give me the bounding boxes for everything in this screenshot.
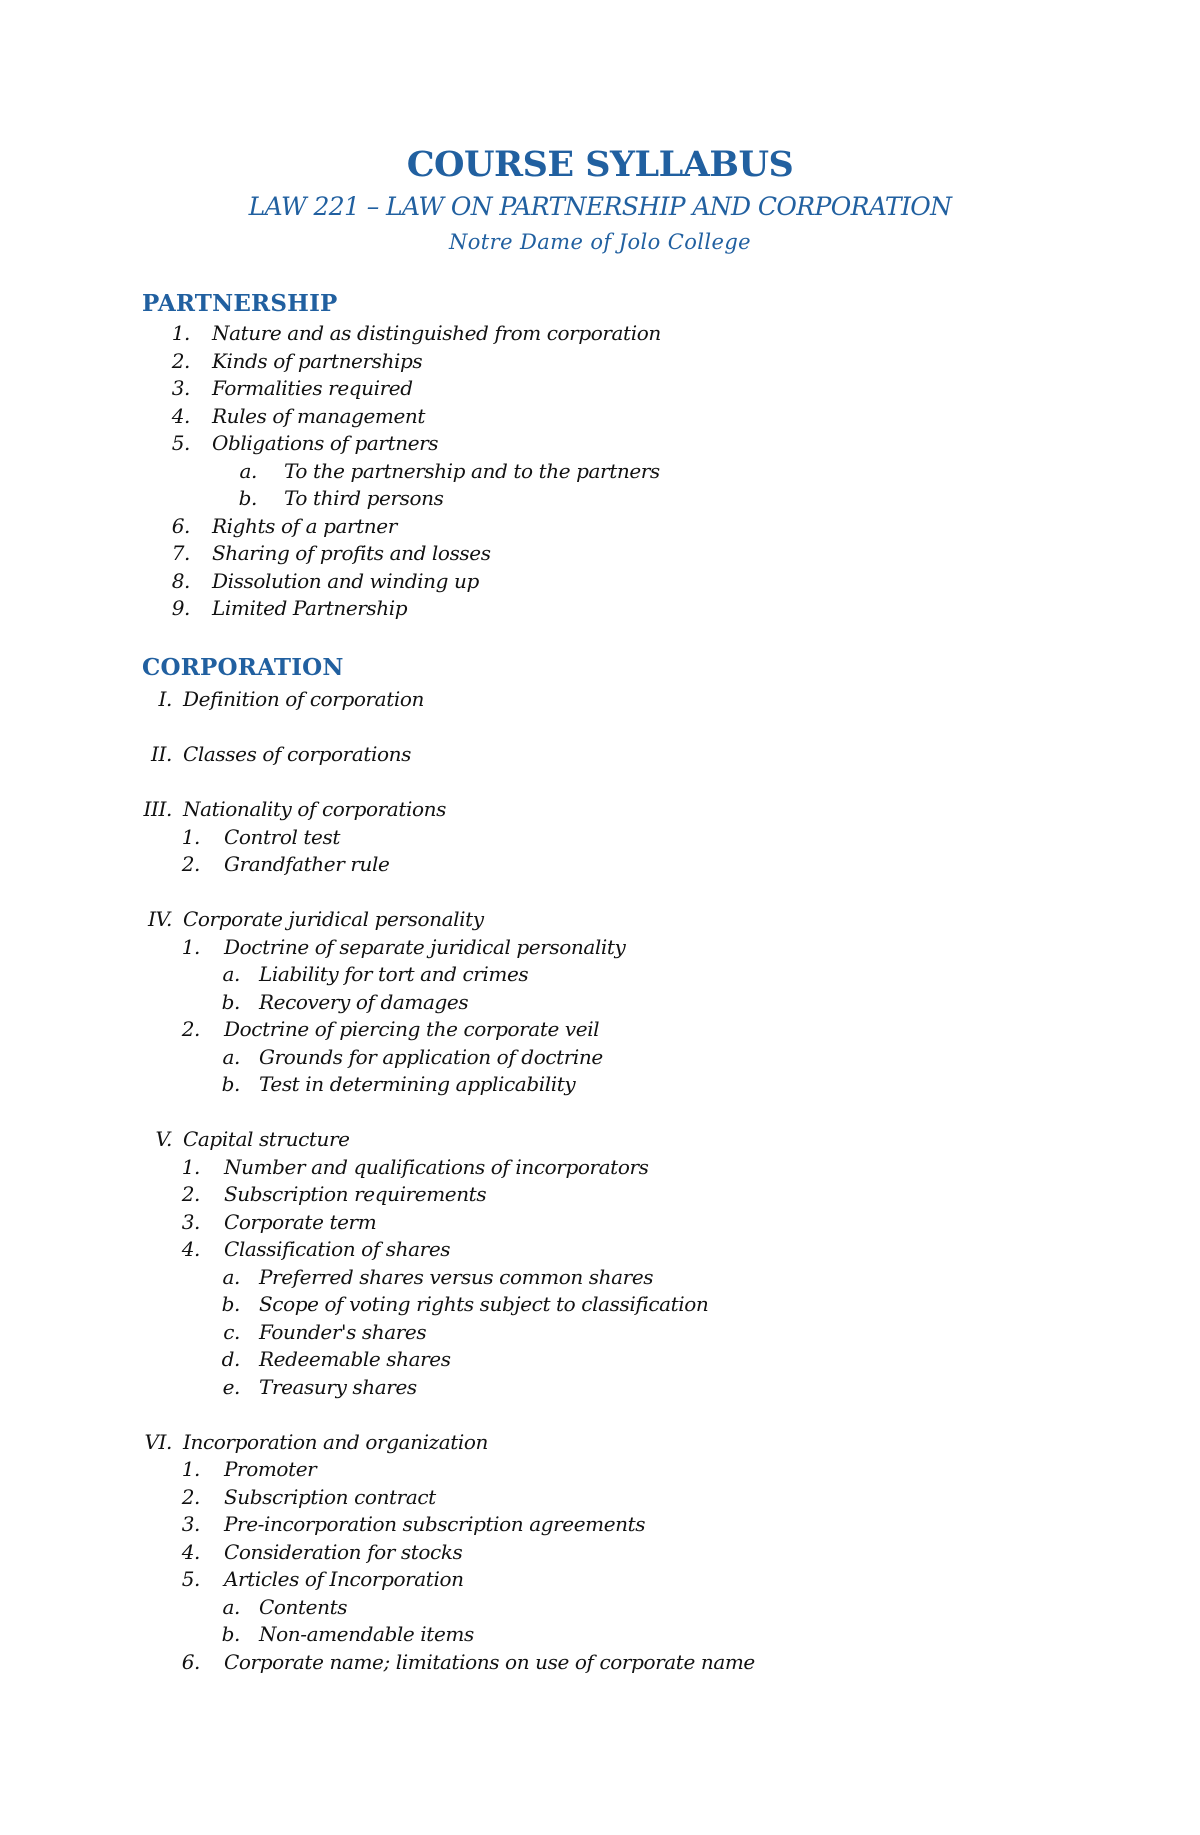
outline-marker: 7. [171,541,190,565]
outline-item [0,1539,1200,1567]
outline-marker: 8. [171,568,190,593]
outline-item [0,686,1200,714]
spacer [0,714,1200,742]
outline-item [0,430,1200,458]
outline-marker: a. [239,458,257,483]
outline-text: Corporate juridical personality [183,907,484,931]
outline-item [0,1044,1200,1072]
outline-item [0,1319,1200,1347]
outline-item [0,1456,1200,1484]
outline-marker: e. [222,1374,240,1399]
outline-item [0,595,1200,623]
outline-marker: 2. [181,1182,200,1206]
outline-marker: II. [151,742,172,766]
spacer [0,1099,1200,1127]
outline-item [0,1181,1200,1209]
outline-item [0,375,1200,403]
outline-item [0,348,1200,376]
corporation-outline [0,686,1200,1676]
outline-marker: 4. [181,1539,200,1564]
outline-text: Grandfather rule [224,852,390,876]
outline-marker: 2. [181,1484,200,1509]
outline-item [0,1429,1200,1457]
partnership-heading: PARTNERSHIP [142,290,338,317]
outline-marker: 1. [181,1154,200,1179]
outline-marker: c. [223,1319,240,1344]
outline-item [0,1511,1200,1539]
outline-marker: 1. [171,321,190,345]
outline-item [0,568,1200,596]
outline-item [0,513,1200,541]
outline-marker: a. [222,1264,240,1289]
outline-text: Scope of voting rights subject to classification [259,1292,709,1316]
outline-text: Contents [259,1594,348,1619]
outline-item [0,989,1200,1017]
outline-text: Definition of corporation [183,687,424,711]
outline-marker: a. [222,1594,240,1619]
outline-item [0,320,1200,348]
outline-text: To the partnership and to the partners [284,458,660,483]
outline-text: Articles of Incorporation [224,1567,464,1591]
outline-marker: 1. [181,934,200,959]
spacer [0,769,1200,797]
outline-marker: 1. [181,824,200,849]
outline-text: Obligations of partners [212,431,439,455]
outline-marker: V. [155,1127,172,1151]
outline-text: Subscription contract [224,1484,436,1509]
outline-text: Classification of shares [224,1237,451,1261]
outline-text: Dissolution and winding up [212,568,479,593]
outline-marker: IV. [147,907,172,931]
outline-marker: 3. [181,1512,200,1536]
spacer [0,1401,1200,1429]
outline-text: Preferred shares versus common shares [259,1264,654,1289]
outline-item [0,1594,1200,1622]
outline-text: Classes of corporations [183,742,411,766]
outline-text: Recovery of damages [259,989,469,1014]
outline-marker: b. [221,1072,240,1096]
outline-text: Treasury shares [259,1374,417,1399]
outline-marker: b. [221,1622,240,1646]
outline-item [0,934,1200,962]
outline-item [0,1071,1200,1099]
spacer [0,879,1200,907]
outline-text: Pre-incorporation subscription agreements [224,1512,646,1536]
outline-text: Corporate term [224,1209,377,1234]
outline-marker: VI. [144,1429,172,1454]
outline-item [0,540,1200,568]
outline-item [0,458,1200,486]
outline-text: Test in determining applicability [259,1072,576,1096]
outline-item [0,1236,1200,1264]
outline-item [0,1346,1200,1374]
outline-item [0,796,1200,824]
outline-marker: 2. [181,1017,200,1041]
outline-text: Promoter [224,1457,317,1481]
outline-item [0,485,1200,513]
outline-text: Grounds for application of doctrine [259,1044,603,1069]
outline-marker: 1. [181,1457,200,1481]
outline-text: Kinds of partnerships [212,348,423,373]
outline-item [0,1291,1200,1319]
outline-item [0,824,1200,852]
outline-marker: b. [221,989,240,1014]
partnership-outline [0,320,1200,623]
outline-text: Sharing of profits and losses [212,541,491,565]
outline-text: Consideration for stocks [224,1539,463,1564]
outline-text: Formalities required [212,376,413,400]
outline-text: Redeemable shares [259,1347,451,1371]
outline-text: Nationality of corporations [183,797,446,821]
outline-text: Non-amendable items [259,1622,474,1646]
outline-item [0,1126,1200,1154]
outline-item [0,1209,1200,1237]
outline-item [0,403,1200,431]
outline-text: Rights of a partner [212,513,397,538]
outline-text: Subscription requirements [224,1182,487,1206]
outline-marker: 9. [171,596,190,620]
outline-text: Founder's shares [259,1319,427,1344]
outline-text: Nature and as distinguished from corporation [212,321,661,345]
outline-marker: 5. [171,431,190,455]
page-title: COURSE SYLLABUS [406,144,794,185]
outline-item [0,1566,1200,1594]
outline-text: Limited Partnership [212,596,408,620]
outline-marker: a. [222,962,240,986]
outline-marker: a. [222,1044,240,1069]
outline-text: Doctrine of piercing the corporate veil [224,1017,600,1041]
corporation-heading: CORPORATION [142,654,344,681]
outline-text: Capital structure [183,1127,350,1151]
outline-text: To third persons [284,486,444,510]
college-name: Notre Dame of Jolo College [448,230,751,254]
outline-item [0,741,1200,769]
outline-item [0,1374,1200,1402]
outline-text: Number and qualifications of incorporators [224,1154,649,1179]
outline-item [0,961,1200,989]
outline-marker: 2. [171,348,190,373]
outline-marker: III. [143,797,172,821]
outline-item [0,1016,1200,1044]
outline-marker: 4. [181,1237,200,1261]
outline-marker: 4. [171,403,190,428]
outline-marker: b. [221,1292,240,1316]
outline-text: Incorporation and organization [183,1429,489,1454]
outline-marker: 3. [171,376,190,400]
outline-item [0,1484,1200,1512]
outline-text: Rules of management [212,403,426,428]
outline-item [0,1264,1200,1292]
outline-item [0,1649,1200,1677]
outline-text: Corporate name; limitations on use of corporate name [224,1649,755,1674]
outline-item [0,1621,1200,1649]
outline-item [0,1154,1200,1182]
outline-item [0,851,1200,879]
outline-marker: 5. [181,1567,200,1591]
outline-item [0,906,1200,934]
outline-marker: d. [221,1347,240,1371]
outline-marker: 6. [171,513,190,538]
outline-text: Liability for tort and crimes [259,962,529,986]
outline-marker: 6. [181,1649,200,1674]
outline-marker: 3. [181,1209,200,1234]
course-subtitle: LAW 221 – LAW ON PARTNERSHIP AND CORPORATION [248,192,952,221]
outline-marker: b. [238,486,257,510]
outline-marker: 2. [181,852,200,876]
outline-marker: I. [158,687,172,711]
outline-text: Control test [224,824,340,849]
outline-text: Doctrine of separate juridical personality [224,934,626,959]
